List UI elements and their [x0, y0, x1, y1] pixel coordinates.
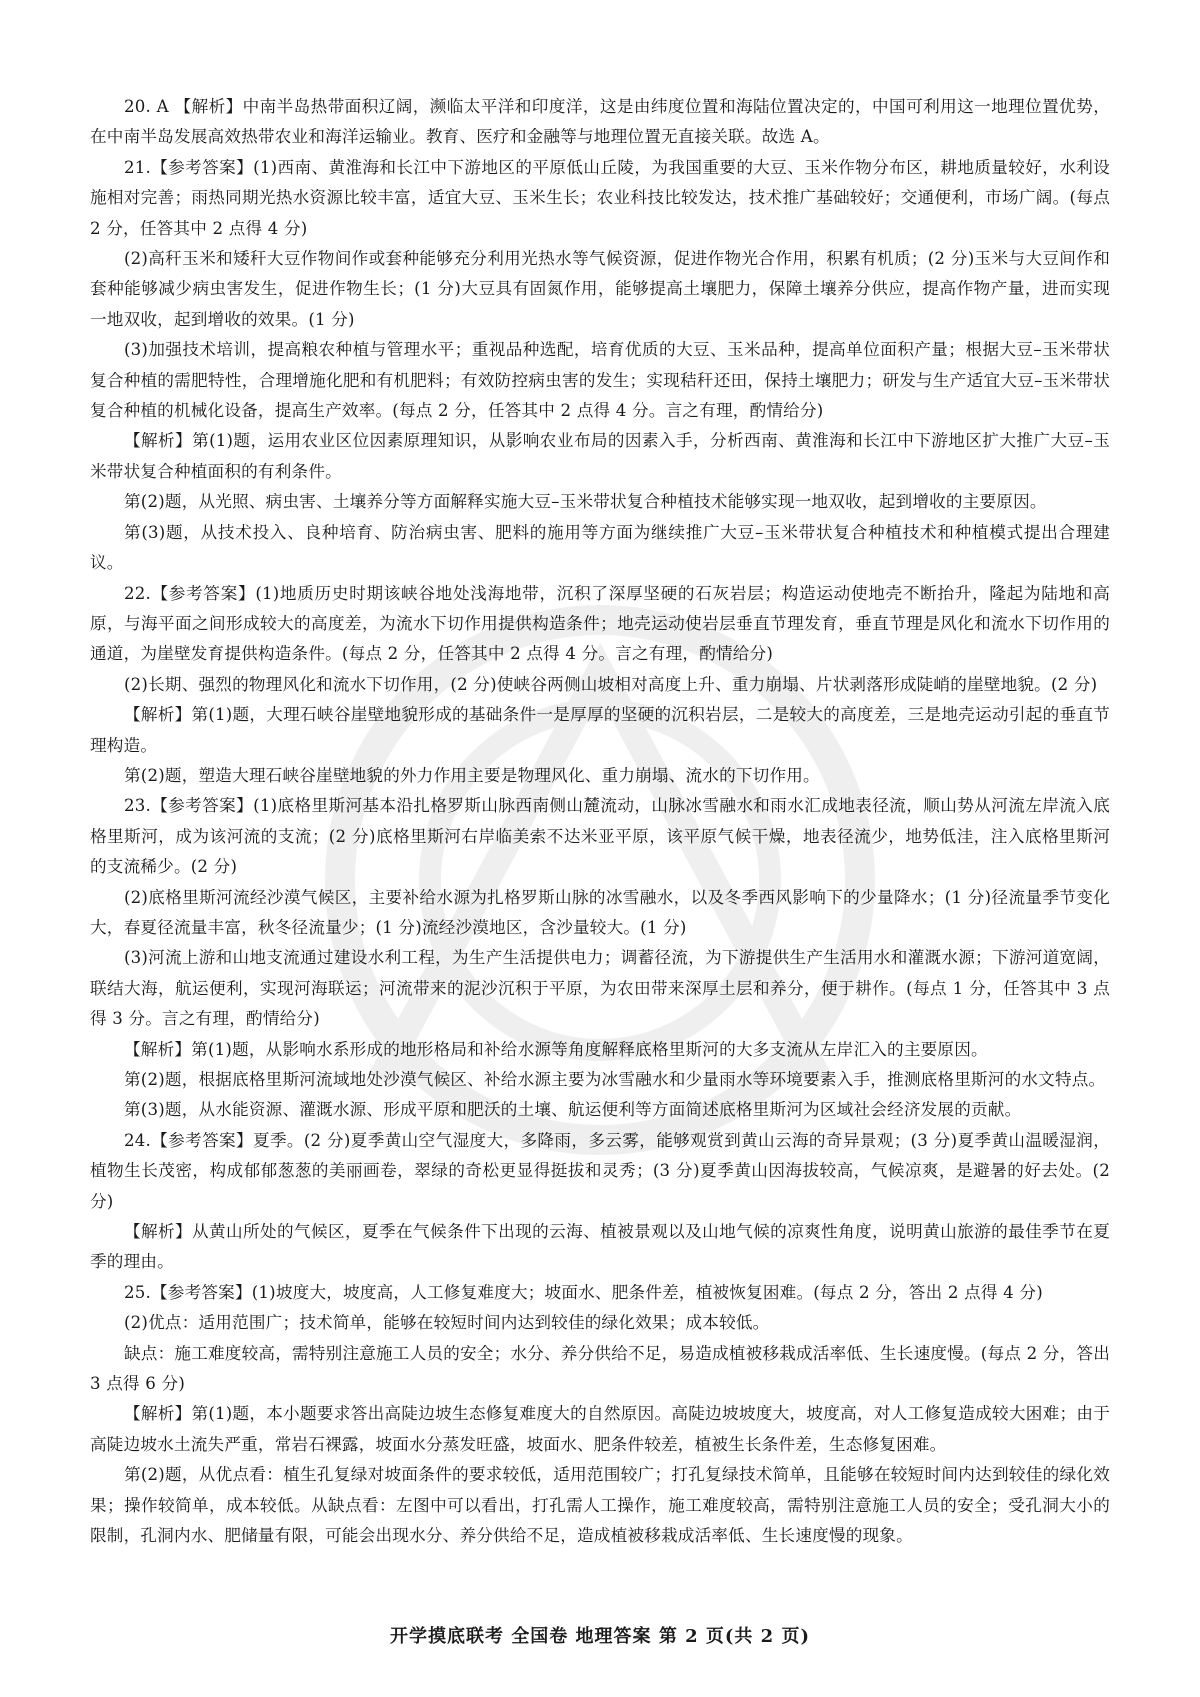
analysis-q25-part2: 第(2)题，从优点看：植生孔复绿对坡面条件的要求较低，适用范围较广；打孔复绿技术简单，且能够在较短时间内达到较佳的绿化效果；操作较简单，成本较低。从缺点看：左图中可以看出，打孔需人工操作，施工难度较高，需特别注意施工人员的安全；受孔洞大小的限制，孔洞内水、肥储量有限，可能会出现水分、养分供给不足，造成植被移栽成活率低、生长速度慢的现象。	[90, 1465, 1110, 1546]
answer-q21-part1: 21.【参考答案】(1)西南、黄淮海和长江中下游地区的平原低山丘陵，为我国重要的大豆、玉米作物分布区，耕地质量较好，水利设施相对完善；雨热同期光热水资源比较丰富，适宜大豆、玉米生长；农业科技比较发达，技术推广基础较好；交通便利，市场广阔。(每点 2 分，任答其中 2 点得 4 分)	[90, 157, 1110, 238]
answer-q21-part3: (3)加强技术培训，提高粮农种植与管理水平；重视品种选配，培育优质的大豆、玉米品种，提高单位面积产量；根据大豆–玉米带状复合种植的需肥特性，合理增施化肥和有机肥料；有效防控病虫害的发生；实现秸秆还田，保持土壤肥力；研发与生产适宜大豆–玉米带状复合种植的机械化设备，提高生产效率。(每点 2 分，任答其中 2 点得 4 分。言之有理，酌情给分)	[90, 340, 1110, 421]
analysis-q22-part1: 【解析】第(1)题，大理石峡谷崖壁地貌形成的基础条件一是厚厚的坚硬的沉积岩层，二是较大的高度差，三是地壳运动引起的垂直节理构造。	[90, 705, 1110, 755]
answer-q22-part1: 22.【参考答案】(1)地质历史时期该峡谷地处浅海地带，沉积了深厚坚硬的石灰岩层；构造运动使地壳不断抬升，隆起为陆地和高原，与海平面之间形成较大的高度差，为流水下切作用提供构造条件；地壳运动使岩层垂直节理发育，垂直节理是风化和流水下切作用的通道，为崖壁发育提供构造条件。(每点 2 分，任答其中 2 点得 4 分。言之有理，酌情给分)	[90, 583, 1110, 664]
answer-q21-part2: (2)高秆玉米和矮秆大豆作物间作或套种能够充分利用光热水等气候资源，促进作物光合作用，积累有机质；(2 分)玉米与大豆间作和套种能够减少病虫害发生，促进作物生长；(1 分)大豆具有固氮作用，能够提高土壤肥力，保障土壤养分供应，提高作物产量，进而实现一地双收，起到增收的效果。(1 分)	[90, 249, 1110, 329]
analysis-q25-part1: 【解析】第(1)题，本小题要求答出高陡边坡生态修复难度大的自然原因。高陡边坡坡度大，坡度高，对人工修复造成较大困难；由于高陡边坡水土流失严重，常岩石裸露，坡面水分蒸发旺盛，坡面水、肥条件较差，植被生长条件差，生态修复困难。	[90, 1404, 1110, 1454]
answer-q25-disadvantages: 缺点：施工难度较高，需特别注意施工人员的安全；水分、养分供给不足，易造成植被移栽成活率低、生长速度慢。(每点 2 分，答出 3 点得 6 分)	[90, 1343, 1110, 1394]
analysis-q21-part2: 第(2)题，从光照、病虫害、土壤养分等方面解释实施大豆–玉米带状复合种植技术能够实现一地双收，起到增收的主要原因。	[124, 492, 1047, 512]
answer-q23-part3: (3)河流上游和山地支流通过建设水利工程，为生产生活提供电力；调蓄径流，为下游提供生产生活用水和灌溉水源；下游河道宽阔，联结大海，航运便利，实现河海联运；河流带来的泥沙沉积于平原，为农田带来深厚土层和养分，便于耕作。(每点 1 分，任答其中 3 点得 3 分。言之有理，酌情给分)	[90, 948, 1110, 1029]
answer-q20: 20. A 【解析】中南半岛热带面积辽阔，濒临太平洋和印度洋，这是由纬度位置和海陆位置决定的，中国可利用这一地理位置优势，在中南半岛发展高效热带农业和海洋运输业。教育、医疗和金融等与地理位置无直接关联。故选 A。	[90, 97, 1110, 147]
answer-q25-advantages: (2)优点：适用范围广；技术简单，能够在较短时间内达到较佳的绿化效果；成本较低。	[124, 1313, 770, 1333]
answer-q23-part2: (2)底格里斯河流经沙漠气候区，主要补给水源为扎格罗斯山脉的冰雪融水，以及冬季西风影响下的少量降水；(1 分)径流量季节变化大，春夏径流量丰富，秋冬径流量少；(1 分)流经沙漠地区，含沙量较大。(1 分)	[90, 887, 1110, 937]
answer-document	[90, 92, 1110, 1552]
analysis-q23-part2: 第(2)题，根据底格里斯河流域地处沙漠气候区、补给水源主要为冰雪融水和少量雨水等环境要素入手，推测底格里斯河的水文特点。	[124, 1070, 1106, 1089]
analysis-q23-part3: 第(3)题，从水能资源、灌溉水源、形成平原和肥沃的土壤、航运便利等方面简述底格里斯河为区域社会经济发展的贡献。	[124, 1100, 1022, 1120]
page-footer: 开学摸底联考 全国卷 地理答案 第 2 页(共 2 页)	[390, 1626, 810, 1647]
analysis-q21-part3: 第(3)题，从技术投入、良种培育、防治病虫害、肥料的施用等方面为继续推广大豆–玉米带状复合种植技术和种植模式提出合理建议。	[90, 522, 1110, 573]
answer-q22-part2: (2)长期、强烈的物理风化和流水下切作用，(2 分)使峡谷两侧山坡相对高度上升、重力崩塌、片状剥落形成陡峭的崖壁地貌。(2 分)	[124, 674, 1098, 694]
answer-q23-part1: 23.【参考答案】(1)底格里斯河基本沿扎格罗斯山脉西南侧山麓流动，山脉冰雪融水和雨水汇成地表径流，顺山势从河流左岸流入底格里斯河，成为该河流的支流；(2 分)底格里斯河右岸临美索不达米亚平原，该平原气候干燥，地表径流少，地势低洼，注入底格里斯河的支流稀少。(2 分)	[90, 796, 1110, 877]
analysis-q24: 【解析】从黄山所处的气候区，夏季在气候条件下出现的云海、植被景观以及山地气候的凉爽性角度，说明黄山旅游的最佳季节在夏季的理由。	[90, 1222, 1110, 1272]
answer-q25-part1: 25.【参考答案】(1)坡度大，坡度高，人工修复难度大；坡面水、肥条件差，植被恢复困难。(每点 2 分，答出 2 点得 4 分)	[124, 1282, 1043, 1302]
analysis-q23-part1: 【解析】第(1)题，从影响水系形成的地形格局和补给水源等角度解释底格里斯河的大多支流从左岸汇入的主要原因。	[124, 1039, 988, 1059]
analysis-q21-part1: 【解析】第(1)题，运用农业区位因素原理知识，从影响农业布局的因素入手，分析西南、黄淮海和长江中下游地区扩大推广大豆–玉米带状复合种植面积的有利条件。	[90, 431, 1110, 481]
answer-q24: 24.【参考答案】夏季。(2 分)夏季黄山空气湿度大，多降雨，多云雾，能够观赏到黄山云海的奇异景观；(3 分)夏季黄山温暖湿润，植物生长茂密，构成郁郁葱葱的美丽画卷，翠绿的奇松更显得挺拔和灵秀；(3 分)夏季黄山因海拔较高，气候凉爽，是避暑的好去处。(2 分)	[90, 1130, 1110, 1211]
analysis-q22-part2: 第(2)题，塑造大理石峡谷崖壁地貌的外力作用主要是物理风化、重力崩塌、流水的下切作用。	[124, 765, 820, 785]
